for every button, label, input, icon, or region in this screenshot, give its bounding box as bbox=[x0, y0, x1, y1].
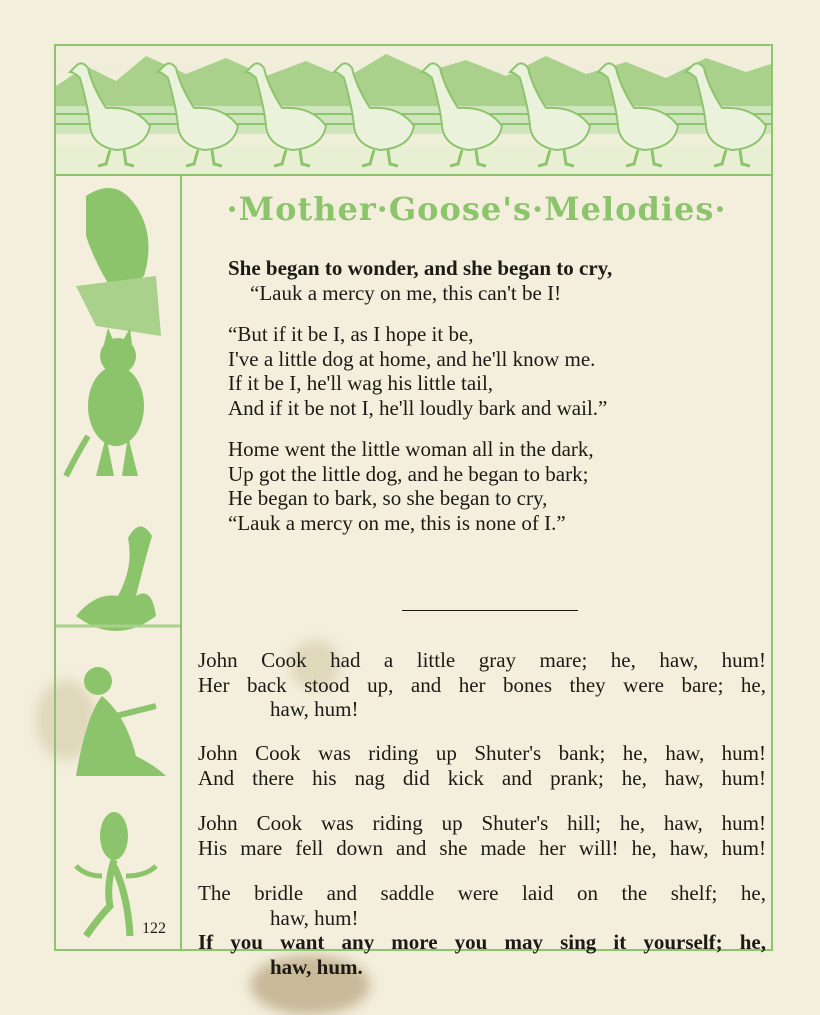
poem-line: I've a little dog at home, and he'll know me. bbox=[228, 346, 596, 371]
poem-line: haw, hum. bbox=[270, 954, 363, 979]
swan-icon bbox=[56, 526, 180, 631]
poem-line: John Cook was riding up Shuter's hill; he, haw, hum! bbox=[198, 811, 766, 835]
poem-line: Her back stood up, and her bones they were bare; he, bbox=[198, 672, 766, 697]
poem-line: “Lauk a mercy on me, this is none of I.” bbox=[228, 510, 566, 535]
poem-line: “Lauk a mercy on me, this can't be I! bbox=[250, 280, 562, 305]
poem2-stanza-1 bbox=[198, 648, 766, 722]
poem-line: If it be I, he'll wag his little tail, bbox=[228, 371, 494, 395]
page-number: 122 bbox=[142, 920, 166, 937]
poem-line: haw, hum! bbox=[270, 697, 359, 721]
poem-line: She began to wonder, and she began to cry, bbox=[228, 256, 613, 280]
poem-line: John Cook was riding up Shuter's bank; he, haw, hum! bbox=[198, 741, 766, 765]
poem1-stanza-2 bbox=[228, 322, 607, 420]
poem-line: He began to bark, so she began to cry, bbox=[228, 486, 548, 510]
section-divider bbox=[402, 610, 578, 611]
bird-on-basket-icon bbox=[76, 188, 161, 336]
poem-line: John Cook had a little gray mare; he, haw, hum! bbox=[198, 648, 766, 672]
poem2-stanza-2 bbox=[198, 741, 766, 790]
poem1-stanza-1 bbox=[228, 256, 612, 305]
poem-line: And if it be not I, he'll loudly bark and wail.” bbox=[228, 395, 608, 420]
page-frame bbox=[54, 44, 773, 979]
poem-line: And there his nag did kick and prank; he, haw, hum! bbox=[198, 765, 766, 790]
poem2-stanza-4 bbox=[198, 881, 766, 979]
goose-banner-illustration bbox=[56, 46, 771, 174]
page-content bbox=[182, 176, 771, 979]
poem-line: His mare fell down and she made her will! he, haw, hum! bbox=[198, 835, 766, 860]
poem-line: haw, hum! bbox=[270, 905, 359, 930]
poem-line: Home went the little woman all in the dark, bbox=[228, 437, 594, 461]
dancing-figure-icon bbox=[76, 812, 156, 936]
page-title: ·Mother·Goose's·Melodies· bbox=[226, 190, 727, 228]
cat-silhouette-icon bbox=[66, 328, 144, 476]
poem-line: If you want any more you may sing it yourself; he, bbox=[198, 930, 766, 954]
poem-line: Up got the little dog, and he began to bark; bbox=[228, 461, 589, 486]
poem2-stanza-3 bbox=[198, 811, 766, 860]
woman-silhouette-icon bbox=[76, 667, 166, 776]
poem-line: “But if it be I, as I hope it be, bbox=[228, 322, 474, 346]
sidebar-illustrations bbox=[56, 176, 182, 949]
goose-banner bbox=[56, 46, 771, 176]
sidebar-illustration bbox=[56, 176, 180, 949]
poem-line: The bridle and saddle were laid on the shelf; he, bbox=[198, 881, 766, 905]
poem1-stanza-3 bbox=[228, 437, 594, 535]
